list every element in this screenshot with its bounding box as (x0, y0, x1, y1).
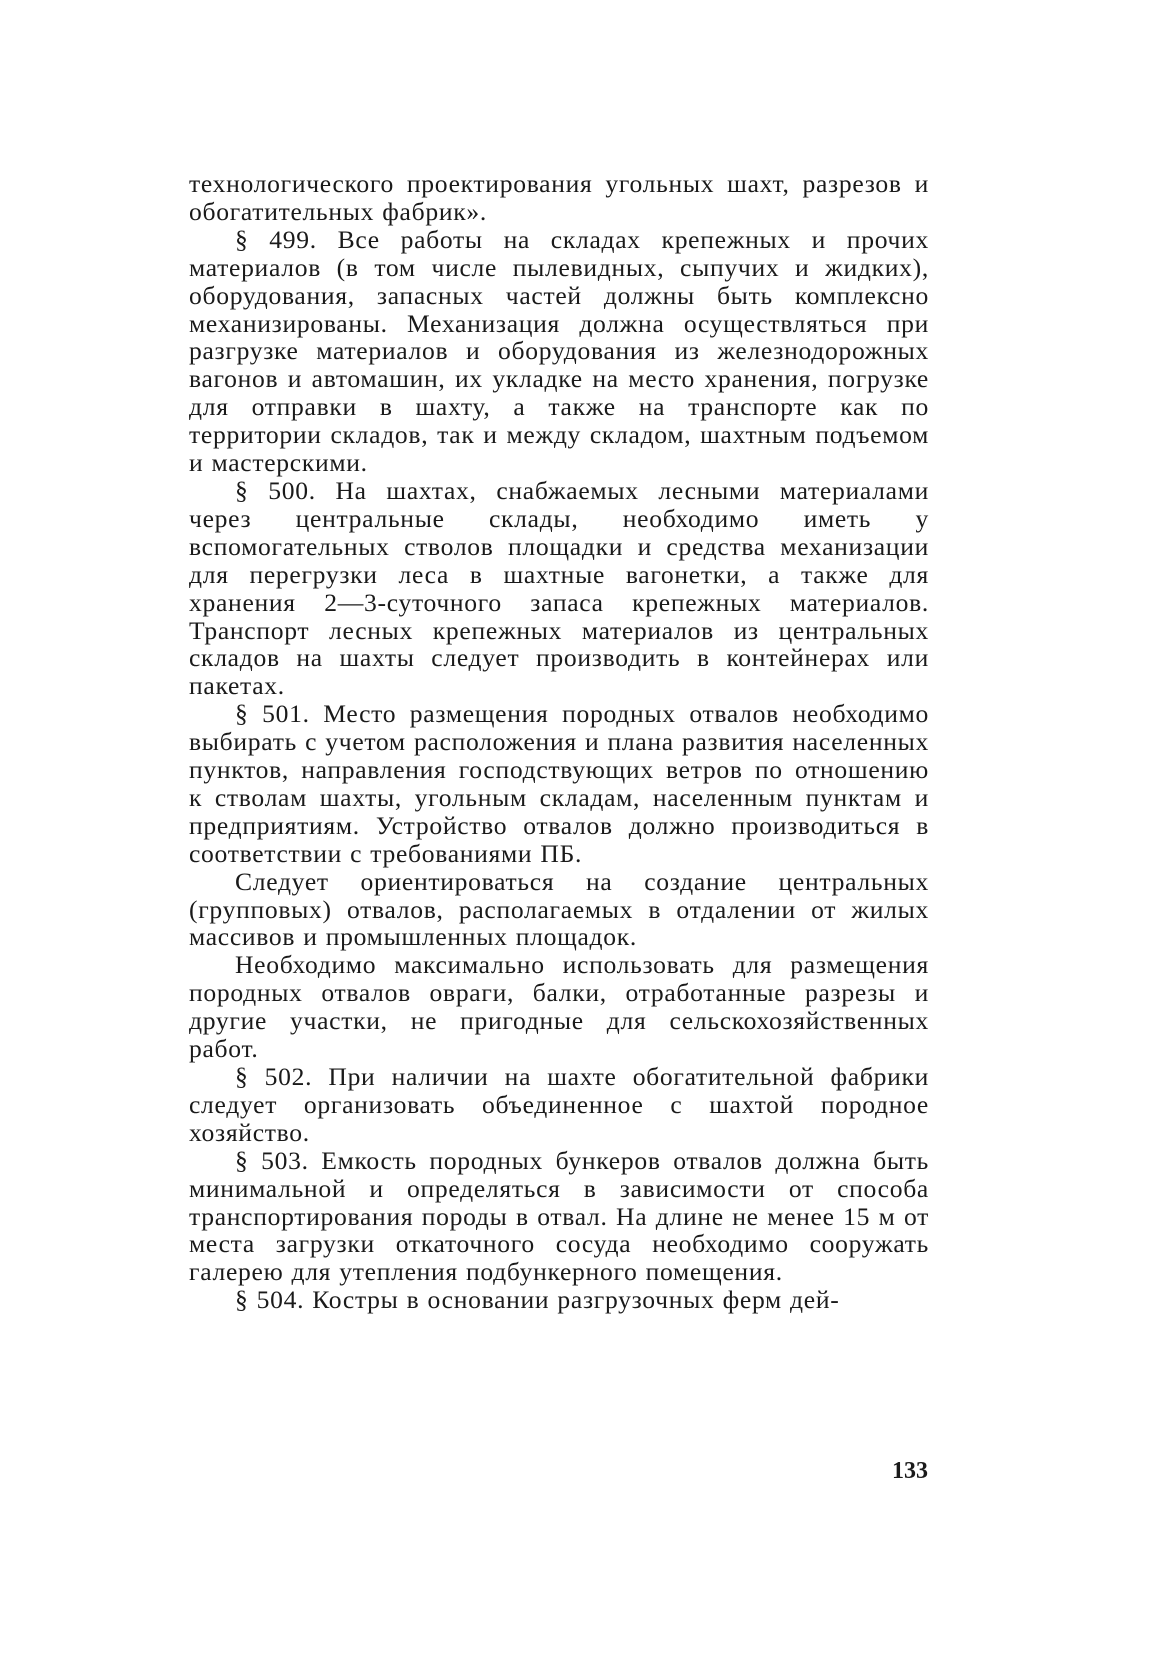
paragraph-503: § 503. Емкость породных бункеров отвалов должна быть минимальной и определяться в зависимости от способа транспортирования породы в отвал. На длине не менее 15 м от места загрузки откаточного сосуда необходимо сооружать галерею для утепления подбункерного помещения. (189, 1145, 929, 1287)
page-number: 133 (892, 1458, 928, 1484)
paragraph-502: § 502. При наличии на шахте обогатительной фабрики следует организовать объединенное с шахтой породное хозяйство. (189, 1062, 929, 1147)
paragraph-continuation: технологического проектирования угольных шахт, разрезов и обогатительных фабрик». (189, 169, 929, 226)
paragraph-504: § 504. Костры в основании разгрузочных ферм дей- (235, 1285, 840, 1315)
paragraph-500: § 500. На шахтах, снабжаемых лесными материалами через центральные склады, необходимо иметь у вспомогательных стволов площадки и средства механизации для перегрузки леса в шахтные вагонетки, а также для хранения 2—3-суточного запаса крепежных материалов. Транспорт лесных крепежных материалов из центральных складов на шахты следует производить в контейнерах или пакетах. (189, 475, 929, 701)
paragraph-499: § 499. Все работы на складах крепежных и прочих материалов (в том числе пылевидных, сыпучих и жидких), оборудования, запасных частей должны быть комплексно механизированы. Механизация должна осуществляться при разгрузке материалов и оборудования из железнодорожных вагонов и автомашин, их укладке на место хранения, погрузке для отправки в шахту, а также на транспорте как по территории складов, так и между складом, шахтным подъемом и мастерскими. (189, 224, 929, 478)
paragraph-501-ravines: Необходимо максимально использовать для размещения породных отвалов овраги, балки, отработанные разрезы и другие участки, не пригодные для сельскохозяйственных работ. (189, 950, 929, 1064)
paragraph-501: § 501. Место размещения породных отвалов необходимо выбирать с учетом расположения и плана развития населенных пунктов, направления господствующих ветров по отношению к стволам шахты, угольным складам, населенным пунктам и предприятиям. Устройство отвалов должно производиться в соответствии с требованиями ПБ. (189, 699, 929, 868)
paragraph-501-central-dumps: Следует ориентироваться на создание центральных (групповых) отвалов, располагаемых в отдалении от жилых массивов и промышленных площадок. (189, 866, 929, 952)
body-text (189, 170, 929, 1314)
